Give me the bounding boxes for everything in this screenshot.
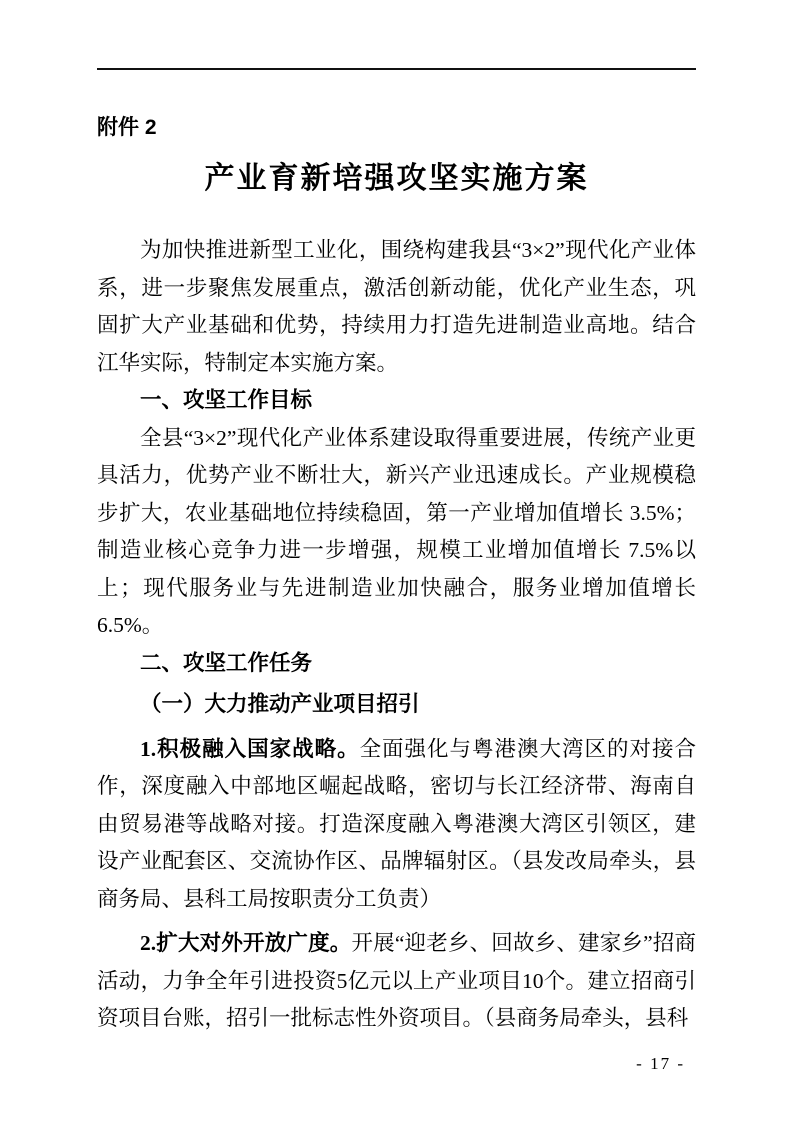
subsection-1-heading: （一）大力推动产业项目招引 — [140, 692, 420, 716]
item-1-text: 全面强化与粤港澳大湾区的对接合作，深度融入中部地区崛起战略，密切与长江经济带、海南自由贸易港等战略对接。打造深度融入粤港澳大湾区引领区，建设产业配套区、交流协作区、品牌辐射区。（县发改局牵头，县商务局、县科工局按职责分工负责） — [97, 736, 696, 911]
item-paragraph-2 — [97, 925, 696, 1038]
attachment-label: 附件 2 — [97, 116, 157, 139]
header-divider — [97, 68, 696, 70]
item-2-text: 开展“迎老乡、回故乡、建家乡”招商活动，力争全年引进投资5亿元以上产业项目10个。建立招商引资项目台账，招引一批标志性外资项目。（县商务局牵头，县科 — [97, 931, 696, 1030]
item-1-lead: 1.积极融入国家战略。 — [140, 736, 360, 761]
page-number: - 17 - — [636, 1054, 685, 1073]
intro-paragraph: 为加快推进新型工业化，围绕构建我县“3×2”现代化产业体系，进一步聚焦发展重点，激活创新动能，优化产业生态，巩固扩大产业基础和优势，持续用力打造先进制造业高地。结合江华实际，特制定本实施方案。 — [97, 238, 696, 375]
section-1-heading: 一、攻坚工作目标 — [140, 388, 313, 412]
section-1-paragraph: 全县“3×2”现代化产业体系建设取得重要进展，传统产业更具活力，优势产业不断壮大，新兴产业迅速成长。产业规模稳步扩大，农业基础地位持续稳固，第一产业增加值增长 3.5%；制造业核心竞争力进一步增强，规模工业增加值增长 7.5%以上；现代服务业与先进制造业加快融合，服务业增加值增长 6.5%。 — [97, 425, 696, 637]
item-2-lead: 2.扩大对外开放广度。 — [140, 931, 352, 955]
document-title: 产业育新培强攻坚实施方案 — [204, 162, 589, 195]
item-paragraph-1 — [97, 731, 696, 919]
document-body — [97, 232, 696, 1038]
section-2-heading: 二、攻坚工作任务 — [140, 650, 313, 675]
